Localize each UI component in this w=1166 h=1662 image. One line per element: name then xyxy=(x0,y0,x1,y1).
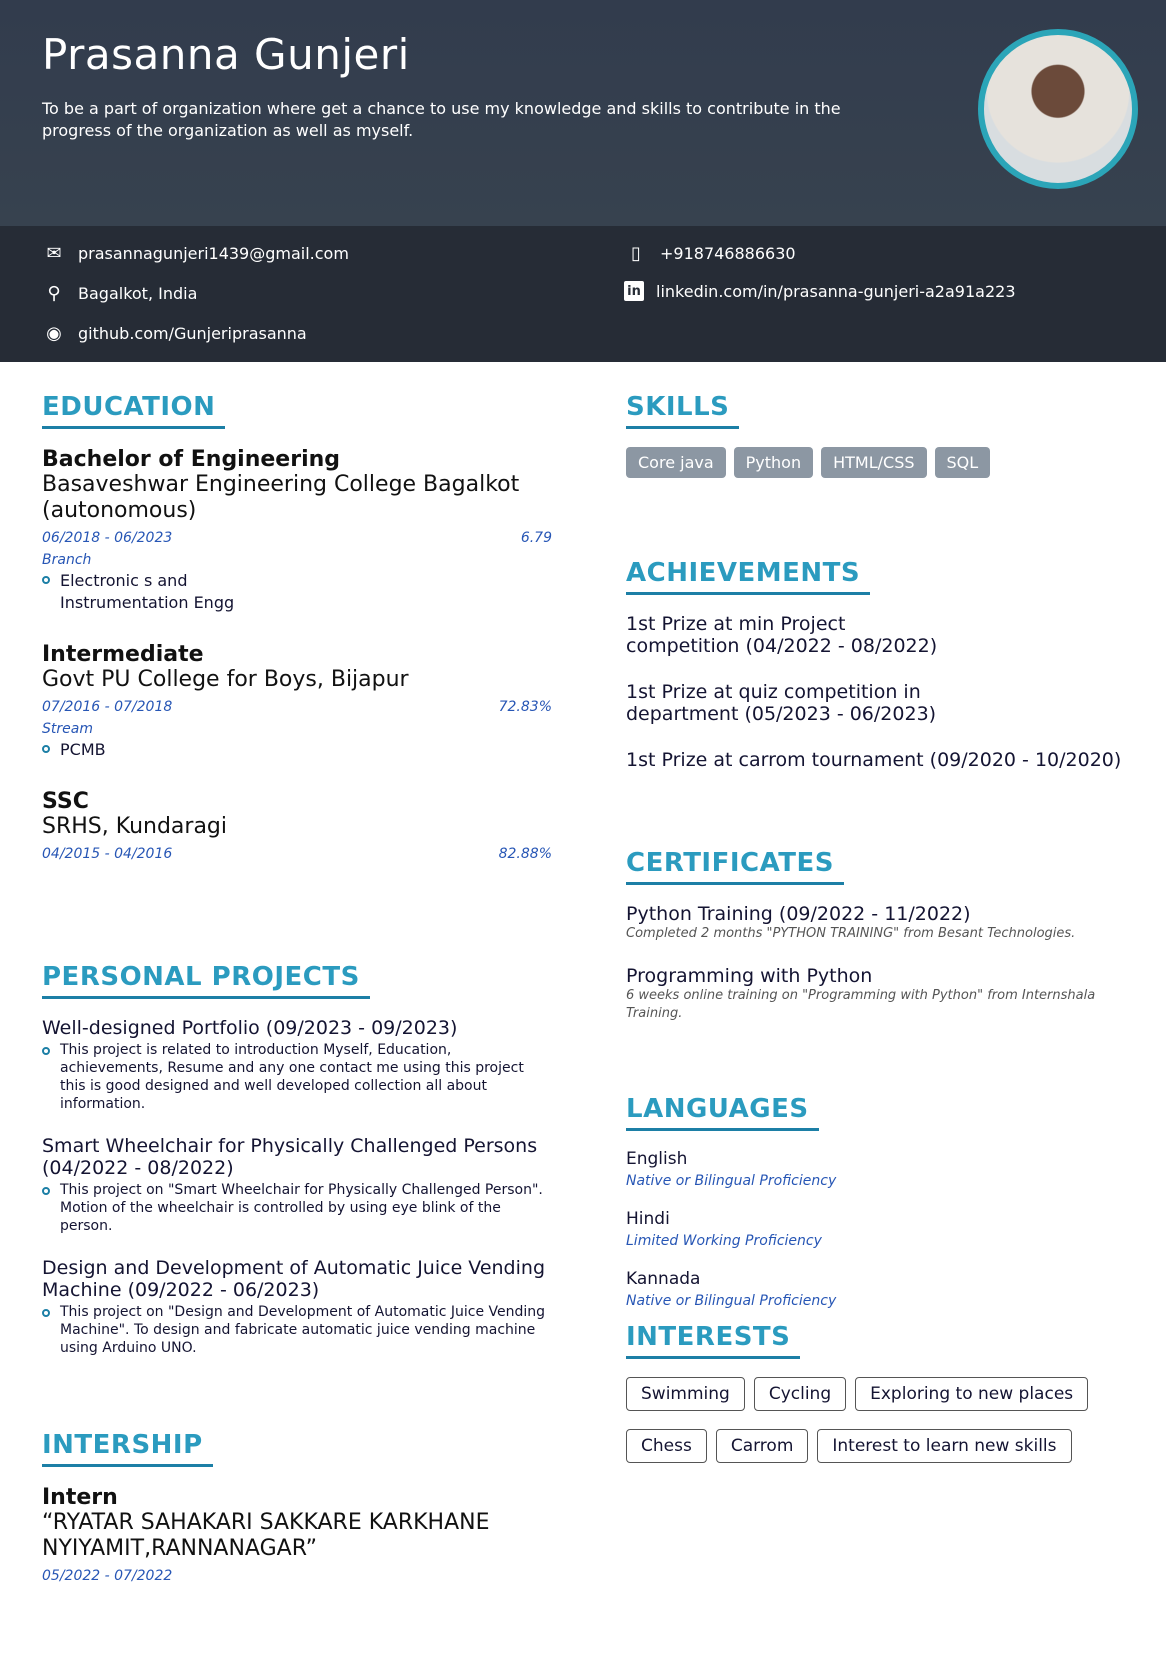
bullet-text: Electronic s and Instrumentation Engg xyxy=(60,571,235,612)
certificate-item xyxy=(626,965,1146,1023)
map-pin-icon: ⚲ xyxy=(47,282,61,304)
project-description: This project on "Design and Development of Automatic Juice Vending Machine". To design and fabricate automatic juice vending machine using Arduino UNO. xyxy=(60,1304,546,1356)
score: 82.88% xyxy=(498,846,552,862)
section-heading: CERTIFICATES xyxy=(626,848,844,885)
degree: Intermediate xyxy=(42,642,204,667)
interest-tag: Carrom xyxy=(716,1429,809,1463)
contact-email[interactable] xyxy=(42,241,349,265)
section-heading: PERSONAL PROJECTS xyxy=(42,962,370,999)
project-description: This project is related to introduction Myself, Education, achievements, Resume and any one contact me using this project this is good designed and well developed collection all about information. xyxy=(60,1042,524,1112)
project-title: Design and Development of Automatic Juice Vending Machine (09/2022 - 06/2023) xyxy=(42,1257,545,1301)
phone-icon: ▯ xyxy=(631,242,641,264)
contact-location xyxy=(42,281,197,305)
education-section xyxy=(42,392,552,890)
certificate-description: Completed 2 months "PYTHON TRAINING" from Besant Technologies. xyxy=(626,926,1076,941)
education-item xyxy=(42,642,552,761)
language-name: Kannada xyxy=(626,1269,701,1289)
achievement-item: 1st Prize at carrom tournament (09/2020 - 10/2020) xyxy=(626,749,1122,771)
sub-label: Branch xyxy=(42,552,92,568)
language-item xyxy=(626,1149,896,1189)
location-text: Bagalkot, India xyxy=(78,283,198,303)
internship-section xyxy=(42,1430,552,1584)
internship-role: Intern xyxy=(42,1485,118,1510)
contact-github[interactable] xyxy=(42,321,307,345)
email-text: prasannagunjeri1439@gmail.com xyxy=(78,243,349,263)
bullet-icon xyxy=(42,745,50,753)
section-heading: SKILLS xyxy=(626,392,739,429)
certificate-description: 6 weeks online training on "Programming with Python" from Internshala Training. xyxy=(626,988,1096,1021)
skills-section xyxy=(626,392,1136,478)
degree: SSC xyxy=(42,789,89,814)
header xyxy=(0,0,1166,226)
objective: To be a part of organization where get a chance to use my knowledge and skills to contribute in the progress of the organization as well as myself. xyxy=(42,99,841,140)
language-name: Hindi xyxy=(626,1209,670,1229)
dates: 04/2015 - 04/2016 xyxy=(42,846,173,862)
envelope-icon: ✉ xyxy=(46,242,62,264)
section-heading: INTERESTS xyxy=(626,1322,800,1359)
language-item xyxy=(626,1209,896,1249)
project-item xyxy=(42,1257,552,1357)
achievement-item: 1st Prize at min Project competition (04/2022 - 08/2022) xyxy=(626,613,938,657)
candidate-name: Prasanna Gunjeri xyxy=(42,30,410,79)
section-heading: INTERSHIP xyxy=(42,1430,213,1467)
certificate-item xyxy=(626,903,1146,943)
project-item xyxy=(42,1135,552,1235)
section-heading: ACHIEVEMENTS xyxy=(626,558,870,595)
linkedin-icon: in xyxy=(624,281,644,301)
section-heading: EDUCATION xyxy=(42,392,225,429)
language-level: Native or Bilingual Proficiency xyxy=(626,1173,837,1189)
project-item xyxy=(42,1017,552,1113)
bullet-icon xyxy=(42,1187,50,1195)
education-item xyxy=(42,447,552,614)
score: 6.79 xyxy=(520,530,552,546)
interest-tag: Chess xyxy=(626,1429,707,1463)
certificate-name: Python Training (09/2022 - 11/2022) xyxy=(626,903,971,925)
github-icon: ◉ xyxy=(46,322,62,344)
dates: 06/2018 - 06/2023 xyxy=(42,530,173,546)
projects-section xyxy=(42,962,552,1379)
degree: Bachelor of Engineering xyxy=(42,447,341,472)
interest-tag: Interest to learn new skills xyxy=(817,1429,1071,1463)
linkedin-text: linkedin.com/in/prasanna-gunjeri-a2a91a223 xyxy=(656,281,1016,301)
skill-tag: Python xyxy=(734,447,813,478)
project-title: Well-designed Portfolio (09/2023 - 09/2023) xyxy=(42,1017,458,1039)
language-name: English xyxy=(626,1149,688,1169)
interests-section xyxy=(626,1322,1126,1481)
phone-text: +918746886630 xyxy=(660,243,796,263)
interest-tag: Cycling xyxy=(754,1377,846,1411)
bullet-text: PCMB xyxy=(60,740,106,759)
section-heading: LANGUAGES xyxy=(626,1094,819,1131)
achievements-section xyxy=(626,558,1126,795)
bullet-icon xyxy=(42,1047,50,1055)
project-title: Smart Wheelchair for Physically Challenged Persons (04/2022 - 08/2022) xyxy=(42,1135,538,1179)
institution: SRHS, Kundaragi xyxy=(42,814,228,839)
github-text: github.com/Gunjeriprasanna xyxy=(78,323,307,343)
contact-linkedin[interactable] xyxy=(624,281,1016,301)
education-item xyxy=(42,789,552,862)
language-item xyxy=(626,1269,896,1309)
contact-phone[interactable] xyxy=(624,241,796,265)
achievement-item: 1st Prize at quiz competition in department (05/2023 - 06/2023) xyxy=(626,681,937,725)
skill-tag: Core java xyxy=(626,447,726,478)
interest-tag: Exploring to new places xyxy=(855,1377,1088,1411)
language-level: Limited Working Proficiency xyxy=(626,1233,822,1249)
score: 72.83% xyxy=(498,699,552,715)
skill-tag: HTML/CSS xyxy=(821,447,926,478)
skill-tag: SQL xyxy=(935,447,991,478)
interest-tag: Swimming xyxy=(626,1377,745,1411)
internship-dates: 05/2022 - 07/2022 xyxy=(42,1568,173,1584)
project-description: This project on "Smart Wheelchair for Physically Challenged Person". Motion of the wheelchair is controlled by using eye blink of the person. xyxy=(60,1182,543,1234)
dates: 07/2016 - 07/2018 xyxy=(42,699,173,715)
institution: Govt PU College for Boys, Bijapur xyxy=(42,667,409,692)
bullet-icon xyxy=(42,576,50,584)
sub-label: Stream xyxy=(42,721,93,737)
languages-section xyxy=(626,1094,1146,1329)
certificates-section xyxy=(626,848,1146,1023)
language-level: Native or Bilingual Proficiency xyxy=(626,1293,837,1309)
institution: Basaveshwar Engineering College Bagalkot (autonomous) xyxy=(42,472,520,523)
bullet-icon xyxy=(42,1309,50,1317)
certificate-name: Programming with Python xyxy=(626,965,873,987)
internship-company: “RYATAR SAHAKARI SAKKARE KARKHANE NYIYAMIT,RANNANAGAR” xyxy=(42,1510,490,1561)
contact-bar xyxy=(0,226,1166,362)
profile-photo xyxy=(978,29,1138,189)
